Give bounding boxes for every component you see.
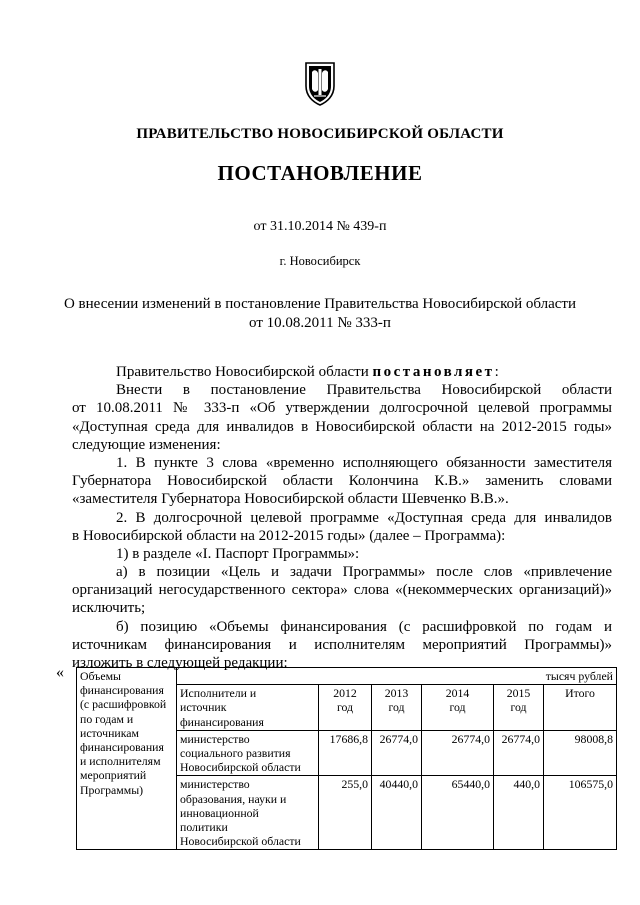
value-2013: 26774,0 [372,730,422,776]
executor-cell: министерство образования, науки и инновационной политики Новосибирской области [177,776,319,850]
coat-of-arms-icon [302,60,338,106]
date-number: от 31.10.2014 № 439-п [253,219,387,234]
government-name: ПРАВИТЕЛЬСТВО НОВОСИБИРСКОЙ ОБЛАСТИ [136,126,504,142]
paragraph-line: следующие изменения: [72,436,221,453]
paragraph-line: 2. В долгосрочной целевой программе «Доступная среда для инвалидов [116,509,612,526]
value-total: 106575,0 [544,776,617,850]
document-type: ПОСТАНОВЛЕНИЕ [217,161,423,185]
paragraph-line: Внести в постановление Правительства Новосибирской области [116,382,612,399]
value-2012: 17686,8 [319,730,372,776]
paragraph-line: от 10.08.2011 № 333-п «Об утверждении долгосрочной целевой программы [72,400,612,417]
paragraph-line: источникам финансирования и исполнителям мероприятий Программы)» [72,636,612,653]
paragraph-line: изложить в следующей редакции: [72,655,288,671]
value-2012: 255,0 [319,776,372,850]
header-2014: 2014 год [422,685,494,731]
paragraph-line: «Доступная среда для инвалидов в Новосибирской области на 2012-2015 годы» [72,418,612,435]
header-2013: 2013 год [372,685,422,731]
subject-line-2: от 10.08.2011 № 333-п [249,315,391,331]
units-cell: тысяч рублей [177,668,617,685]
opening-quote: « [56,664,64,681]
value-2014: 26774,0 [422,730,494,776]
paragraph-line: организаций негосударственного сектора» слова «(некоммерческих организаций)» [72,582,612,599]
header-total: Итого [544,685,617,731]
paragraph-line: б) позицию «Объемы финансирования (с расшифровкой по годам и [116,618,612,635]
paragraph-line: 1) в разделе «I. Паспорт Программы»: [116,545,360,562]
paragraph-line: в Новосибирской области на 2012-2015 годы» (далее – Программа): [72,527,506,544]
city-name: г. Новосибирск [279,254,361,268]
value-2015: 26774,0 [494,730,544,776]
document-body [72,363,612,672]
financing-label-cell: Объемы финансирования (с расшифровкой по годам и источникам финансирования и исполнителям мероприятий Программы) [77,668,177,850]
value-total: 98008,8 [544,730,617,776]
header-executor: Исполнители и источник финансирования [177,685,319,731]
header-2015: 2015 год [494,685,544,731]
executor-cell: министерство социального развития Новосибирской области [177,730,319,776]
paragraph-line: а) в позиции «Цель и задачи Программы» после слов «привлечение [116,564,612,581]
header-2012: 2012 год [319,685,372,731]
financing-table [76,667,617,850]
paragraph-line: исключить; [72,600,146,617]
paragraph-line: 1. В пункте 3 слова «временно исполняющего обязанности заместителя [116,454,612,471]
paragraph-line: Губернатора Новосибирской области Колончина К.В.» заменить словами [72,473,612,490]
subject-line-1: О внесении изменений в постановление Правительства Новосибирской области [63,296,577,312]
decree-word: постановляет [372,364,495,380]
value-2014: 65440,0 [422,776,494,850]
value-2013: 40440,0 [372,776,422,850]
value-2015: 440,0 [494,776,544,850]
intro-line: Правительство Новосибирской области постановляет: [116,364,499,380]
paragraph-line: «заместителя Губернатора Новосибирской области Шевченко В.В.». [72,491,509,508]
